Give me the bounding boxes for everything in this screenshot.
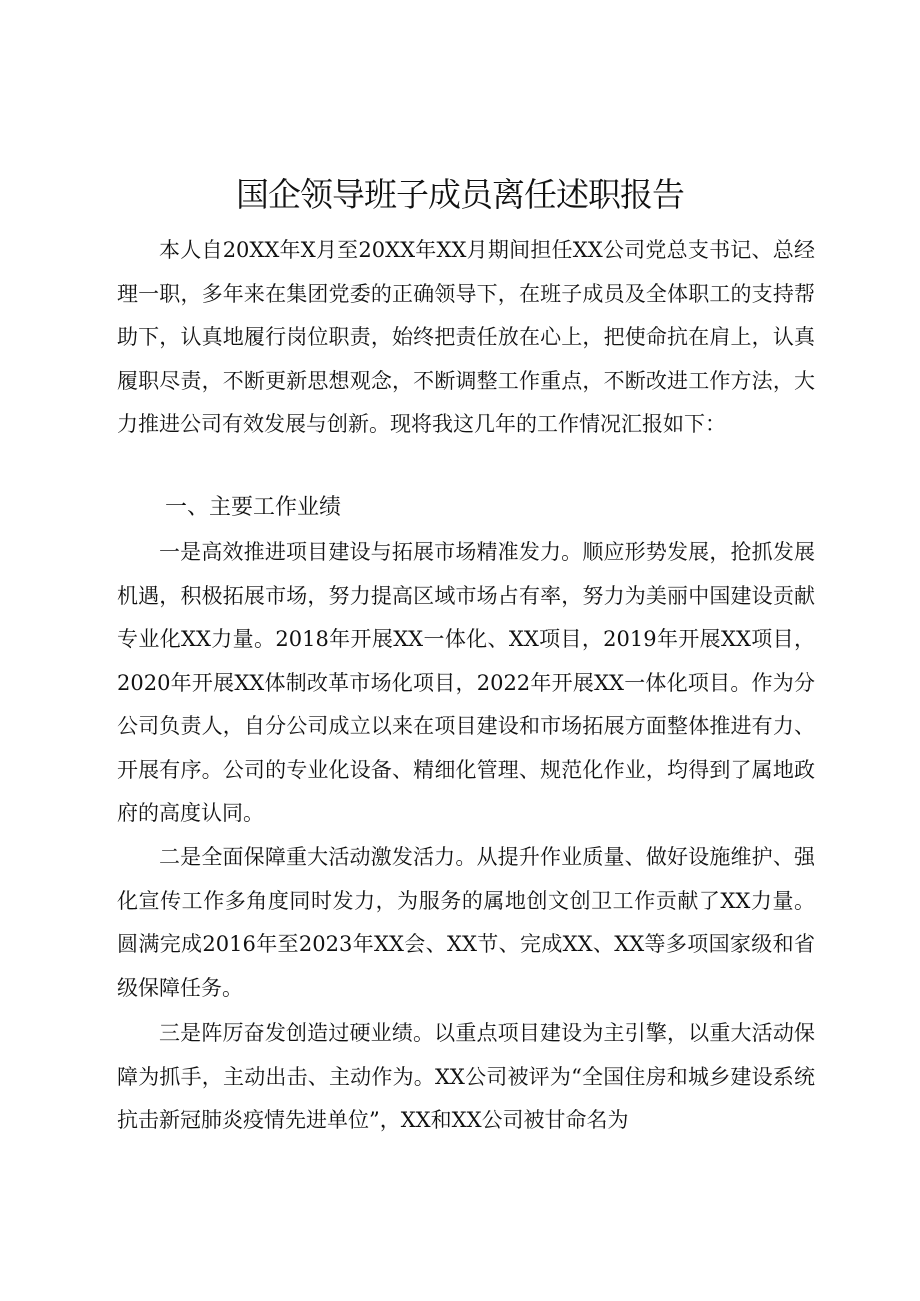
document-title: 国企领导班子成员离任述职报告 xyxy=(236,175,684,214)
achievement-paragraph-projects: 一是高效推进项目建设与拓展市场精准发力。顺应形势发展，抢抓发展机遇，积极拓展市场，努力提高区域市场占有率，努力为美丽中国建设贡献专业化XX力量。2018年开展XX一体化、XX项目，2019年开展XX项目，2020年开展XX体制改革市场化项目，2022年开展XX一体化项目。作为分公司负责人，自分公司成立以来在项目建设和市场拓展方面整体推进有力、开展有序。公司的专业化设备、精细化管理、规范化作业，均得到了属地政府的高度认同。 xyxy=(117,540,815,825)
section-heading-main-achievements: 一、主要工作业绩 xyxy=(165,495,342,520)
achievement-paragraph-events: 二是全面保障重大活动激发活力。从提升作业质量、做好设施维护、强化宣传工作多角度同时发力，为服务的属地创文创卫工作贡献了XX力量。圆满完成2016年至2023年XX会、XX节、完成XX、XX等多项国家级和省级保障任务。 xyxy=(117,845,815,1000)
intro-paragraph: 本人自20XX年X月至20XX年XX月期间担任XX公司党总支书记、总经理一职，多年来在集团党委的正确领导下，在班子成员及全体职工的支持帮助下，认真地履行岗位职责，始终把责任放在心上，把使命抗在肩上，认真履职尽责，不断更新思想观念，不断调整工作重点，不断改进工作方法，大力推进公司有效发展与创新。现将我这几年的工作情况汇报如下： xyxy=(117,238,815,436)
achievement-paragraph-results: 三是阵厉奋发创造过硬业绩。以重点项目建设为主引擎，以重大活动保障为抓手，主动出击、主动作为。XX公司被评为“全国住房和城乡建设系统抗击新冠肺炎疫情先进单位”，XX和XX公司被甘命名为 xyxy=(117,1021,815,1132)
